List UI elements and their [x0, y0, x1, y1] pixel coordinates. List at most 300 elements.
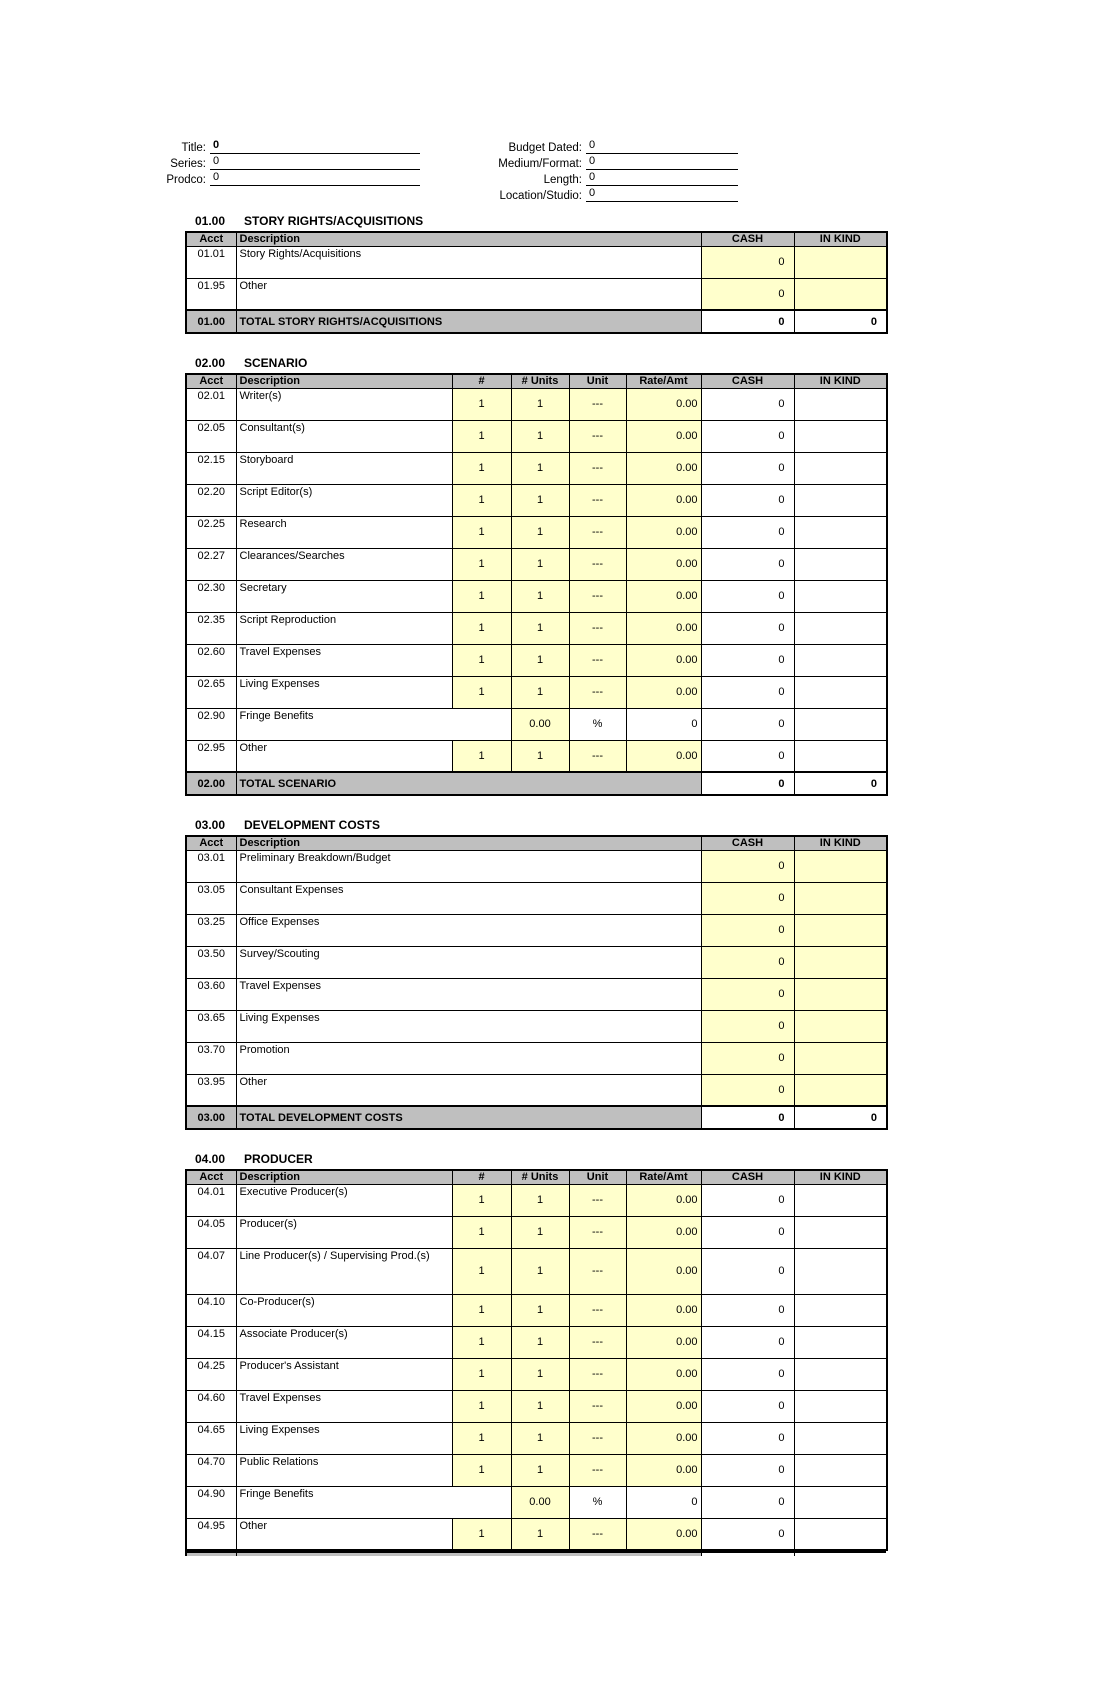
table-row — [186, 612, 887, 644]
table-row — [186, 516, 887, 548]
units-input-cell[interactable]: 1 — [511, 612, 569, 644]
cash-total-cell: 0 — [701, 676, 794, 708]
description-cell: Co-Producer(s) — [236, 1294, 452, 1326]
description-cell: Other — [236, 1518, 452, 1550]
unit-cell[interactable]: --- — [569, 1518, 626, 1550]
unit-cell[interactable]: --- — [569, 1358, 626, 1390]
section-code: 01.00 — [194, 214, 226, 228]
table-row — [186, 740, 887, 772]
count-input-cell[interactable]: 1 — [452, 1294, 511, 1326]
cash-total-cell: 0 — [701, 452, 794, 484]
field-label: Medium/Format: — [498, 158, 582, 170]
header-field-row — [468, 154, 738, 170]
table-row — [186, 1010, 887, 1042]
acct-cell: 03.65 — [186, 1010, 236, 1042]
count-input-cell[interactable]: 1 — [452, 420, 511, 452]
count-input-cell[interactable]: 1 — [452, 1326, 511, 1358]
cash-total-cell: 0 — [701, 388, 794, 420]
units-input-cell[interactable]: 1 — [511, 676, 569, 708]
column-header-0: Acct — [186, 1170, 236, 1184]
description-cell: Other — [236, 278, 701, 310]
total-acct-cell: 02.00 — [186, 772, 236, 795]
cash-input-cell[interactable]: 0 — [701, 1042, 794, 1074]
unit-cell: % — [569, 708, 626, 740]
rate-cell[interactable]: 0.00 — [626, 420, 701, 452]
inkind-cell — [794, 420, 887, 452]
inkind-input-cell[interactable] — [794, 850, 887, 882]
column-header-2: CASH — [701, 232, 794, 246]
unit-cell[interactable]: --- — [569, 1390, 626, 1422]
rate-cell[interactable]: 0.00 — [626, 1326, 701, 1358]
field-label: Series: — [170, 158, 206, 170]
description-cell: Clearances/Searches — [236, 548, 452, 580]
truncated-label-cell — [236, 1552, 701, 1556]
field-value[interactable]: 0 — [586, 155, 738, 170]
description-cell: Promotion — [236, 1042, 701, 1074]
table-row — [186, 882, 887, 914]
field-value[interactable]: 0 — [586, 171, 738, 186]
inkind-cell — [794, 612, 887, 644]
section-name: PRODUCER — [244, 1152, 313, 1166]
inkind-cell — [794, 644, 887, 676]
acct-cell: 04.15 — [186, 1326, 236, 1358]
cash-input-cell[interactable]: 0 — [701, 850, 794, 882]
rate-cell[interactable]: 0.00 — [626, 676, 701, 708]
section-total-row — [186, 1106, 887, 1129]
cash-total-cell: 0 — [701, 420, 794, 452]
unit-cell[interactable]: --- — [569, 676, 626, 708]
acct-cell: 03.25 — [186, 914, 236, 946]
count-input-cell[interactable]: 1 — [452, 580, 511, 612]
section-title — [185, 1152, 886, 1166]
rate-cell[interactable]: 0.00 — [626, 516, 701, 548]
section-total-row — [186, 772, 887, 795]
description-cell: Executive Producer(s) — [236, 1184, 452, 1216]
count-input-cell[interactable]: 1 — [452, 1248, 511, 1294]
column-header-2: CASH — [701, 836, 794, 850]
cash-input-cell[interactable]: 0 — [701, 882, 794, 914]
count-input-cell[interactable]: 1 — [452, 740, 511, 772]
table-row — [186, 946, 887, 978]
inkind-cell — [794, 580, 887, 612]
rate-cell[interactable]: 0.00 — [626, 1358, 701, 1390]
field-label: Title: — [181, 142, 206, 154]
total-acct-cell: 03.00 — [186, 1106, 236, 1129]
cash-input-cell[interactable]: 0 — [701, 278, 794, 310]
description-cell: Script Reproduction — [236, 612, 452, 644]
rate-cell[interactable]: 0.00 — [626, 1184, 701, 1216]
acct-cell: 04.60 — [186, 1390, 236, 1422]
description-cell: Public Relations — [236, 1454, 452, 1486]
units-input-cell[interactable]: 1 — [511, 1216, 569, 1248]
inkind-input-cell[interactable] — [794, 1074, 887, 1106]
section-code: 02.00 — [194, 356, 226, 370]
field-label: Location/Studio: — [499, 190, 582, 202]
inkind-cell — [794, 1326, 887, 1358]
count-input-cell[interactable]: 1 — [452, 1518, 511, 1550]
count-input-cell[interactable]: 1 — [452, 1184, 511, 1216]
column-header-2: # — [452, 374, 511, 388]
description-cell: Other — [236, 1074, 701, 1106]
acct-cell: 01.01 — [186, 246, 236, 278]
column-header-5: Rate/Amt — [626, 1170, 701, 1184]
units-input-cell[interactable]: 1 — [511, 1454, 569, 1486]
cash-input-cell[interactable]: 0 — [701, 978, 794, 1010]
acct-cell: 02.90 — [186, 708, 236, 740]
inkind-cell — [794, 484, 887, 516]
cash-input-cell[interactable]: 0 — [701, 246, 794, 278]
units-input-cell[interactable]: 1 — [511, 548, 569, 580]
header-right-fields — [468, 138, 738, 202]
total-inkind-cell: 0 — [794, 772, 887, 795]
section-name: STORY RIGHTS/ACQUISITIONS — [244, 214, 424, 228]
unit-cell[interactable]: --- — [569, 484, 626, 516]
field-value[interactable]: 0 — [210, 155, 420, 170]
count-input-cell[interactable]: 1 — [452, 548, 511, 580]
cash-input-cell[interactable]: 0 — [701, 1074, 794, 1106]
inkind-cell — [794, 452, 887, 484]
column-header-0: Acct — [186, 232, 236, 246]
description-cell: Secretary — [236, 580, 452, 612]
description-cell: Fringe Benefits — [236, 708, 511, 740]
field-label: Prodco: — [166, 174, 206, 186]
inkind-cell — [794, 1422, 887, 1454]
acct-cell: 02.05 — [186, 420, 236, 452]
column-header-row — [186, 232, 887, 246]
table-row — [186, 850, 887, 882]
cash-total-cell: 0 — [701, 1486, 794, 1518]
inkind-cell — [794, 1454, 887, 1486]
column-header-3: IN KIND — [794, 232, 887, 246]
cash-total-cell: 0 — [701, 644, 794, 676]
table-row — [186, 420, 887, 452]
unit-cell[interactable]: --- — [569, 548, 626, 580]
column-header-3: IN KIND — [794, 836, 887, 850]
units-input-cell[interactable]: 1 — [511, 452, 569, 484]
description-cell: Living Expenses — [236, 676, 452, 708]
cash-total-cell: 0 — [701, 612, 794, 644]
units-input-cell[interactable]: 1 — [511, 484, 569, 516]
total-label-cell: TOTAL DEVELOPMENT COSTS — [236, 1106, 701, 1129]
unit-cell[interactable]: --- — [569, 388, 626, 420]
table-row — [186, 246, 887, 278]
units-input-cell[interactable]: 1 — [511, 1422, 569, 1454]
rate-cell[interactable]: 0.00 — [626, 452, 701, 484]
inkind-cell — [794, 676, 887, 708]
description-cell: Producer(s) — [236, 1216, 452, 1248]
acct-cell: 04.90 — [186, 1486, 236, 1518]
count-input-cell[interactable]: 1 — [452, 644, 511, 676]
units-input-cell[interactable]: 1 — [511, 644, 569, 676]
truncated-acct-cell — [186, 1552, 236, 1556]
cash-total-cell: 0 — [701, 1184, 794, 1216]
section-02.00 — [185, 356, 886, 796]
header-fields — [150, 0, 1093, 202]
table-row — [186, 644, 887, 676]
inkind-cell — [794, 1184, 887, 1216]
count-input-cell[interactable]: 1 — [452, 1216, 511, 1248]
inkind-input-cell[interactable] — [794, 246, 887, 278]
units-input-cell[interactable]: 1 — [511, 1248, 569, 1294]
section-name: SCENARIO — [244, 356, 308, 370]
rate-cell[interactable]: 0.00 — [626, 612, 701, 644]
unit-cell[interactable]: --- — [569, 452, 626, 484]
column-header-7: IN KIND — [794, 1170, 887, 1184]
column-header-0: Acct — [186, 374, 236, 388]
total-label-cell: TOTAL STORY RIGHTS/ACQUISITIONS — [236, 310, 701, 333]
rate-cell[interactable]: 0.00 — [626, 1422, 701, 1454]
unit-cell[interactable]: --- — [569, 1248, 626, 1294]
cash-total-cell: 0 — [701, 484, 794, 516]
rate-cell[interactable]: 0.00 — [626, 1390, 701, 1422]
description-cell: Consultant Expenses — [236, 882, 701, 914]
unit-cell[interactable]: --- — [569, 1184, 626, 1216]
count-input-cell[interactable]: 1 — [452, 1422, 511, 1454]
unit-cell[interactable]: --- — [569, 612, 626, 644]
acct-cell: 02.01 — [186, 388, 236, 420]
description-cell: Writer(s) — [236, 388, 452, 420]
description-cell: Travel Expenses — [236, 978, 701, 1010]
rate-cell[interactable]: 0.00 — [626, 1454, 701, 1486]
unit-cell[interactable]: --- — [569, 420, 626, 452]
field-value[interactable]: 0 — [586, 187, 738, 202]
total-cash-cell: 0 — [701, 1106, 794, 1129]
inkind-input-cell[interactable] — [794, 1010, 887, 1042]
count-input-cell[interactable]: 1 — [452, 612, 511, 644]
cash-total-cell: 0 — [701, 516, 794, 548]
table-row — [186, 278, 887, 310]
inkind-input-cell[interactable] — [794, 278, 887, 310]
rate-cell: 0 — [626, 1486, 701, 1518]
table-row — [186, 1294, 887, 1326]
total-inkind-cell: 0 — [794, 1106, 887, 1129]
description-cell: Consultant(s) — [236, 420, 452, 452]
units-input-cell[interactable]: 1 — [511, 1184, 569, 1216]
table-row — [186, 914, 887, 946]
table-row — [186, 978, 887, 1010]
units-input-cell[interactable]: 1 — [511, 580, 569, 612]
unit-cell[interactable]: --- — [569, 644, 626, 676]
acct-cell: 03.50 — [186, 946, 236, 978]
header-field-row — [150, 138, 420, 154]
inkind-input-cell[interactable] — [794, 978, 887, 1010]
table-row — [186, 1184, 887, 1216]
cash-input-cell[interactable]: 0 — [701, 946, 794, 978]
cash-total-cell: 0 — [701, 1248, 794, 1294]
description-cell: Storyboard — [236, 452, 452, 484]
total-label-cell: TOTAL SCENARIO — [236, 772, 701, 795]
description-cell: Producer's Assistant — [236, 1358, 452, 1390]
description-cell: Script Editor(s) — [236, 484, 452, 516]
table-row — [186, 1358, 887, 1390]
inkind-cell — [794, 516, 887, 548]
column-header-6: CASH — [701, 374, 794, 388]
table-row — [186, 388, 887, 420]
table-row — [186, 1486, 887, 1518]
inkind-input-cell[interactable] — [794, 914, 887, 946]
count-input-cell[interactable]: 1 — [452, 1454, 511, 1486]
unit-cell[interactable]: --- — [569, 1422, 626, 1454]
rate-cell[interactable]: 0.00 — [626, 548, 701, 580]
table-row — [186, 1042, 887, 1074]
inkind-cell — [794, 1518, 887, 1550]
truncated-row — [186, 1552, 886, 1556]
acct-cell: 02.60 — [186, 644, 236, 676]
column-header-4: Unit — [569, 1170, 626, 1184]
units-input-cell[interactable]: 1 — [511, 1358, 569, 1390]
column-header-row — [186, 836, 887, 850]
acct-cell: 04.25 — [186, 1358, 236, 1390]
acct-cell: 04.10 — [186, 1294, 236, 1326]
table-row — [186, 484, 887, 516]
column-header-7: IN KIND — [794, 374, 887, 388]
unit-cell: % — [569, 1486, 626, 1518]
acct-cell: 02.27 — [186, 548, 236, 580]
inkind-input-cell[interactable] — [794, 946, 887, 978]
acct-cell: 02.20 — [186, 484, 236, 516]
units-input-cell[interactable]: 1 — [511, 1294, 569, 1326]
table-row — [186, 1518, 887, 1550]
section-code: 04.00 — [194, 1152, 226, 1166]
cash-input-cell[interactable]: 0 — [701, 1010, 794, 1042]
count-input-cell[interactable]: 1 — [452, 1358, 511, 1390]
section-total-row — [186, 310, 887, 333]
cash-total-cell: 0 — [701, 708, 794, 740]
rate-cell[interactable]: 0.00 — [626, 388, 701, 420]
inkind-input-cell[interactable] — [794, 882, 887, 914]
budget-table-03.00 — [185, 835, 888, 1130]
inkind-cell — [794, 1390, 887, 1422]
rate-cell[interactable]: 0.00 — [626, 484, 701, 516]
unit-cell[interactable]: --- — [569, 740, 626, 772]
rate-cell[interactable]: 0.00 — [626, 740, 701, 772]
units-input-cell[interactable]: 0.00 — [511, 708, 569, 740]
field-value[interactable]: 0 — [586, 139, 738, 154]
rate-cell[interactable]: 0.00 — [626, 1294, 701, 1326]
acct-cell: 03.95 — [186, 1074, 236, 1106]
column-header-5: Rate/Amt — [626, 374, 701, 388]
units-input-cell[interactable]: 1 — [511, 740, 569, 772]
description-cell: Story Rights/Acquisitions — [236, 246, 701, 278]
budget-table-01.00 — [185, 231, 888, 334]
table-row — [186, 676, 887, 708]
unit-cell[interactable]: --- — [569, 1294, 626, 1326]
field-label: Budget Dated: — [508, 142, 582, 154]
column-header-4: Unit — [569, 374, 626, 388]
budget-table-02.00 — [185, 373, 888, 796]
inkind-cell — [794, 388, 887, 420]
table-row — [186, 1074, 887, 1106]
rate-cell: 0 — [626, 708, 701, 740]
cash-input-cell[interactable]: 0 — [701, 914, 794, 946]
acct-cell: 04.05 — [186, 1216, 236, 1248]
field-value[interactable]: 0 — [210, 171, 420, 186]
column-header-row — [186, 1170, 887, 1184]
count-input-cell[interactable]: 1 — [452, 516, 511, 548]
header-field-row — [150, 154, 420, 170]
cash-total-cell: 0 — [701, 548, 794, 580]
field-value[interactable]: 0 — [210, 139, 420, 154]
section-title — [185, 214, 886, 228]
header-left-fields — [150, 138, 420, 202]
truncated-total-row — [185, 1551, 886, 1556]
table-row — [186, 1326, 887, 1358]
unit-cell[interactable]: --- — [569, 1454, 626, 1486]
acct-cell: 04.07 — [186, 1248, 236, 1294]
units-input-cell[interactable]: 0.00 — [511, 1486, 569, 1518]
inkind-input-cell[interactable] — [794, 1042, 887, 1074]
budget-table-04.00 — [185, 1169, 888, 1551]
description-cell: Living Expenses — [236, 1010, 701, 1042]
header-field-row — [468, 138, 738, 154]
column-header-1: Description — [236, 232, 701, 246]
table-row — [186, 580, 887, 612]
count-input-cell[interactable]: 1 — [452, 388, 511, 420]
acct-cell: 03.01 — [186, 850, 236, 882]
units-input-cell[interactable]: 1 — [511, 1390, 569, 1422]
cash-total-cell: 0 — [701, 1454, 794, 1486]
cash-total-cell: 0 — [701, 740, 794, 772]
unit-cell[interactable]: --- — [569, 516, 626, 548]
description-cell: Other — [236, 740, 452, 772]
acct-cell: 02.95 — [186, 740, 236, 772]
cash-total-cell: 0 — [701, 1518, 794, 1550]
table-row — [186, 1390, 887, 1422]
units-input-cell[interactable]: 1 — [511, 1326, 569, 1358]
total-cash-cell: 0 — [701, 772, 794, 795]
inkind-cell — [794, 1358, 887, 1390]
inkind-cell — [794, 548, 887, 580]
section-code: 03.00 — [194, 818, 226, 832]
acct-cell: 04.01 — [186, 1184, 236, 1216]
units-input-cell[interactable]: 1 — [511, 388, 569, 420]
section-04.00 — [185, 1152, 886, 1556]
rate-cell[interactable]: 0.00 — [626, 644, 701, 676]
description-cell: Travel Expenses — [236, 644, 452, 676]
count-input-cell[interactable]: 1 — [452, 452, 511, 484]
rate-cell[interactable]: 0.00 — [626, 1518, 701, 1550]
inkind-cell — [794, 1216, 887, 1248]
count-input-cell[interactable]: 1 — [452, 1390, 511, 1422]
units-input-cell[interactable]: 1 — [511, 1518, 569, 1550]
inkind-cell — [794, 1294, 887, 1326]
acct-cell: 03.60 — [186, 978, 236, 1010]
cash-total-cell: 0 — [701, 1422, 794, 1454]
unit-cell[interactable]: --- — [569, 580, 626, 612]
count-input-cell[interactable]: 1 — [452, 484, 511, 516]
units-input-cell[interactable]: 1 — [511, 420, 569, 452]
rate-cell[interactable]: 0.00 — [626, 580, 701, 612]
table-row — [186, 452, 887, 484]
rate-cell[interactable]: 0.00 — [626, 1248, 701, 1294]
rate-cell[interactable]: 0.00 — [626, 1216, 701, 1248]
table-row — [186, 548, 887, 580]
cash-total-cell: 0 — [701, 580, 794, 612]
units-input-cell[interactable]: 1 — [511, 516, 569, 548]
description-cell: Associate Producer(s) — [236, 1326, 452, 1358]
acct-cell: 02.30 — [186, 580, 236, 612]
acct-cell: 02.15 — [186, 452, 236, 484]
count-input-cell[interactable]: 1 — [452, 676, 511, 708]
column-header-row — [186, 374, 887, 388]
table-row — [186, 1216, 887, 1248]
cash-total-cell: 0 — [701, 1390, 794, 1422]
unit-cell[interactable]: --- — [569, 1326, 626, 1358]
cash-total-cell: 0 — [701, 1326, 794, 1358]
header-field-row — [150, 170, 420, 186]
acct-cell: 01.95 — [186, 278, 236, 310]
unit-cell[interactable]: --- — [569, 1216, 626, 1248]
